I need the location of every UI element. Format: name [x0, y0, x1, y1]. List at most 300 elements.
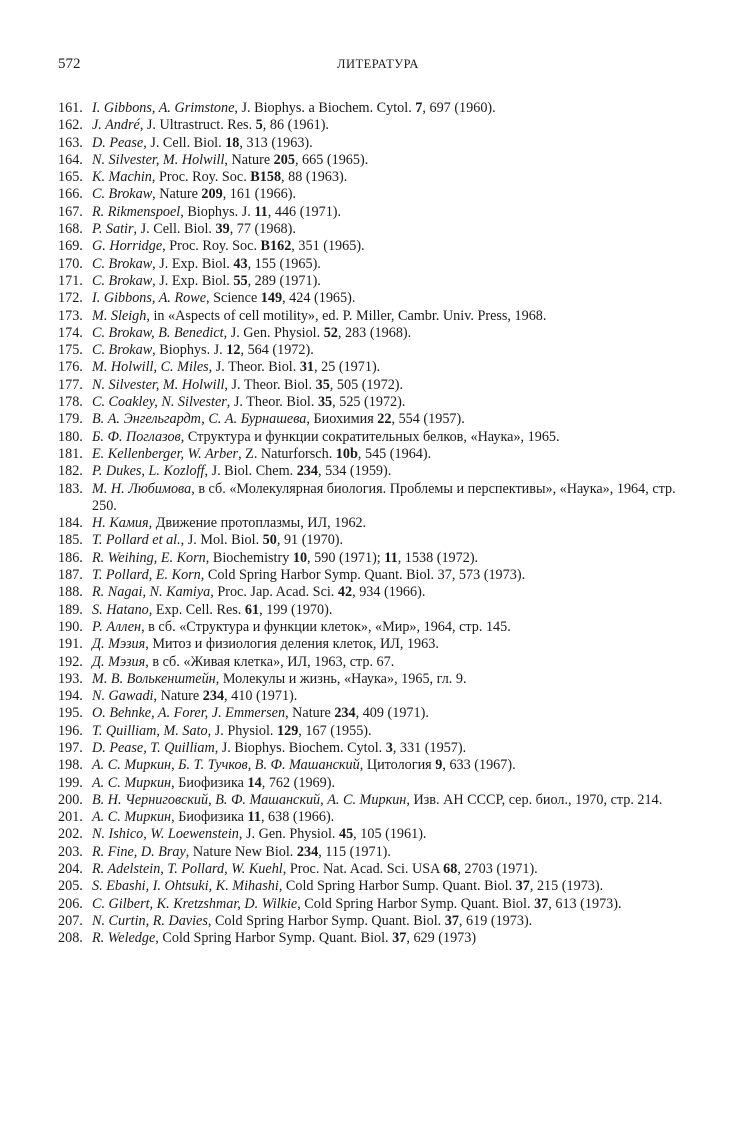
reference-number: 188. [58, 584, 83, 601]
reference-volume: 234 [296, 843, 319, 860]
reference-item [58, 878, 698, 895]
reference-item [58, 602, 698, 619]
reference-item [58, 273, 698, 290]
reference-number: 191. [58, 636, 83, 653]
reference-source: , Cold Spring Harbor Symp. Quant. Biol. [207, 912, 445, 929]
reference-text [92, 930, 476, 946]
reference-source: , J. Biol. Chem. [204, 463, 297, 480]
reference-text [92, 169, 347, 185]
reference-source: , Митоз и физиология деления клеток, ИЛ, 1963. [145, 636, 439, 653]
reference-source: , Z. Naturforsch. [238, 445, 336, 462]
reference-number: 163. [58, 134, 83, 151]
reference-volume: 234 [334, 705, 356, 722]
reference-text [92, 256, 321, 272]
reference-authors: C. Brokaw [92, 255, 153, 272]
reference-list [58, 100, 698, 948]
reference-source: , 25 (1971). [314, 359, 381, 376]
reference-number: 203. [58, 843, 83, 860]
reference-item [58, 446, 698, 463]
reference-source: , Cold Spring Harbor Symp. Quant. Biol. 37, 573 (1973). [200, 567, 526, 584]
reference-text [92, 584, 425, 600]
reference-item [58, 619, 698, 636]
running-title: ЛИТЕРАТУРА [337, 57, 419, 71]
reference-number: 172. [58, 290, 83, 307]
reference-source: , 161 (1966). [222, 186, 296, 203]
reference-number: 167. [58, 203, 83, 220]
reference-text [92, 792, 662, 808]
reference-number: 185. [58, 532, 83, 549]
reference-volume: 42 [337, 584, 353, 601]
reference-authors: М. Н. Любимова [92, 480, 192, 497]
reference-text [92, 688, 297, 704]
reference-authors: N. Silvester, M. Holwill [92, 151, 225, 168]
reference-text [92, 654, 394, 670]
reference-item [58, 204, 698, 221]
reference-item [58, 861, 698, 878]
reference-number: 181. [58, 445, 83, 462]
reference-source: , Cold Spring Harbor Sump. Quant. Biol. [278, 878, 516, 895]
reference-number: 175. [58, 342, 83, 359]
reference-source: , 88 (1963). [281, 169, 348, 186]
reference-authors: N. Ishico, W. Loewenstein [92, 826, 239, 843]
reference-source: , 629 (1973) [406, 930, 477, 947]
reference-source: , Exp. Cell. Res. [148, 601, 245, 618]
reference-text [92, 861, 538, 877]
reference-source: , в сб. «Молекулярная биология. Проблемы и перспективы», «Наука», 1964, стр. 250. [92, 480, 676, 514]
reference-source: , Proc. Roy. Soc. [162, 238, 261, 255]
reference-authors: А. С. Миркин, Б. Т. Тучков, В. Ф. Машанский [92, 757, 360, 774]
reference-source: , J. Cell. Biol. [133, 221, 216, 238]
reference-number: 161. [58, 100, 83, 116]
reference-item [58, 342, 698, 359]
reference-item [58, 481, 698, 516]
reference-item [58, 550, 698, 567]
reference-source: , J. Biophys. a Biochem. Cytol. [234, 100, 416, 116]
reference-item [58, 532, 698, 549]
reference-source: , J. Physiol. [207, 722, 277, 739]
reference-text [92, 809, 334, 825]
reference-source: , 505 (1972). [329, 376, 404, 393]
reference-source: , 590 (1971); [307, 549, 385, 566]
reference-item [58, 394, 698, 411]
reference-source: , 409 (1971). [355, 705, 429, 722]
reference-text [92, 411, 465, 427]
reference-source: , J. Mol. Biol. [180, 532, 263, 549]
reference-authors: Р. Аллен [92, 618, 142, 635]
reference-source: , 564 (1972). [240, 342, 314, 359]
reference-authors: M. Sleigh [92, 307, 147, 324]
reference-text [92, 705, 429, 721]
reference-item [58, 723, 698, 740]
reference-item [58, 463, 698, 480]
reference-text [92, 308, 546, 324]
reference-text [92, 359, 380, 375]
reference-authors: Н. Камия [92, 515, 149, 532]
reference-volume: 39 [215, 221, 230, 238]
reference-authors: Д. Мэзия [92, 636, 146, 653]
reference-source: , in «Aspects of cell motility», ed. P. Miller, Cambr. Univ. Press, 1968. [146, 307, 547, 324]
page-number: 572 [58, 56, 81, 72]
reference-source: , 313 (1963). [239, 134, 313, 151]
reference-number: 198. [58, 757, 83, 774]
reference-volume: 12 [226, 342, 241, 359]
reference-volume: 234 [202, 688, 225, 705]
reference-volume: 14 [247, 774, 262, 791]
reference-item [58, 117, 698, 134]
reference-source: , 697 (1960). [422, 100, 496, 116]
reference-authors: J. André [92, 117, 140, 134]
reference-source: , 215 (1973). [529, 878, 604, 895]
reference-number: 204. [58, 861, 83, 878]
reference-source: , Nature [152, 186, 202, 203]
reference-source: , 665 (1965). [294, 151, 369, 168]
reference-item [58, 377, 698, 394]
reference-number: 199. [58, 774, 83, 791]
reference-item [58, 169, 698, 186]
reference-source: , Nature New Biol. [185, 843, 297, 860]
reference-source: , Cold Spring Harbor Symp. Quant. Biol. [297, 895, 535, 912]
reference-source: , Nature [153, 688, 203, 705]
reference-number: 183. [58, 480, 83, 497]
reference-number: 179. [58, 411, 83, 428]
reference-volume: 61 [244, 601, 260, 618]
reference-source: , J. Theor. Biol. [226, 394, 318, 411]
reference-number: 166. [58, 186, 83, 203]
reference-text [92, 481, 676, 514]
reference-item [58, 913, 698, 930]
reference-item [58, 567, 698, 584]
reference-volume: 11 [254, 203, 268, 220]
reference-item [58, 826, 698, 843]
reference-number: 180. [58, 428, 83, 445]
reference-authors: I. Gibbons, A. Grimstone [92, 100, 235, 116]
reference-item [58, 290, 698, 307]
reference-item [58, 238, 698, 255]
reference-number: 202. [58, 826, 83, 843]
reference-authors: R. Fine, D. Bray [92, 843, 186, 860]
reference-source: , Биофизика [171, 809, 248, 826]
reference-source: , 424 (1965). [282, 290, 356, 307]
reference-item [58, 221, 698, 238]
reference-item [58, 359, 698, 376]
reference-source: , Cold Spring Harbor Symp. Quant. Biol. [155, 930, 393, 947]
reference-volume: 37 [392, 930, 407, 947]
reference-text [92, 844, 391, 860]
reference-source: , 525 (1972). [332, 394, 406, 411]
reference-source: , Proc. Nat. Acad. Sci. USA [282, 861, 444, 878]
reference-authors: R. Weledge [92, 930, 156, 947]
reference-source: , Biophys. J. [152, 342, 227, 359]
reference-source: , 105 (1961). [353, 826, 427, 843]
reference-number: 190. [58, 618, 83, 635]
reference-volume: 209 [201, 186, 223, 203]
reference-item [58, 930, 698, 947]
reference-item [58, 411, 698, 428]
reference-source: , 934 (1966). [352, 584, 426, 601]
reference-volume: 10b [335, 445, 358, 462]
reference-number: 173. [58, 307, 83, 324]
reference-volume: B158 [250, 169, 282, 186]
reference-text [92, 152, 368, 168]
reference-authors: C. Gilbert, K. Kretzshmar, D. Wilkie [92, 895, 298, 912]
reference-authors: R. Nagai, N. Kamiya [92, 584, 211, 601]
reference-source: , 762 (1969). [261, 774, 336, 791]
reference-volume: 149 [260, 290, 283, 307]
reference-authors: K. Machin [92, 169, 152, 186]
reference-text [92, 619, 511, 635]
reference-source: , J. Ultrastruct. Res. [139, 117, 256, 134]
reference-number: 178. [58, 394, 83, 411]
reference-text [92, 567, 525, 583]
reference-authors: R. Rikmenspoel [92, 203, 181, 220]
reference-number: 192. [58, 653, 83, 670]
reference-source: , J. Gen. Physiol. [223, 324, 324, 341]
reference-text [92, 325, 411, 341]
reference-source: , в сб. «Структура и функции клеток», «Мир», 1964, стр. 145. [141, 618, 511, 635]
reference-number: 162. [58, 117, 83, 134]
reference-item [58, 100, 698, 117]
reference-authors: C. Brokaw [92, 272, 153, 289]
reference-text [92, 394, 405, 410]
reference-number: 194. [58, 688, 83, 705]
reference-number: 197. [58, 739, 83, 756]
reference-volume: 35 [315, 376, 330, 393]
reference-source: , 613 (1973). [548, 895, 622, 912]
reference-text [92, 377, 403, 393]
reference-text [92, 186, 296, 202]
reference-source: , Proc. Jap. Acad. Sci. [210, 584, 338, 601]
reference-volume: 205 [273, 151, 295, 168]
reference-number: 187. [58, 567, 83, 584]
reference-source: , Nature [285, 705, 335, 722]
reference-authors: А. С. Миркин [92, 809, 172, 826]
reference-authors: М. В. Волькенштейн [92, 670, 216, 687]
reference-authors: E. Kellenberger, W. Arber [92, 445, 239, 462]
reference-volume: 45 [338, 826, 354, 843]
reference-authors: C. Brokaw [92, 186, 153, 203]
reference-source: , J. Biophys. Biochem. Cytol. [214, 739, 386, 756]
reference-authors: S. Hatano [92, 601, 149, 618]
reference-number: 184. [58, 515, 83, 532]
reference-source: , 1538 (1972). [397, 549, 479, 566]
reference-authors: O. Behnke, A. Forer, J. Emmersen [92, 705, 286, 722]
reference-number: 207. [58, 912, 83, 929]
reference-text [92, 740, 466, 756]
reference-item [58, 688, 698, 705]
reference-volume: 5 [255, 117, 263, 134]
reference-authors: T. Pollard, E. Korn [92, 567, 201, 584]
reference-source: , Biochemistry [205, 549, 293, 566]
reference-volume: 22 [377, 411, 392, 428]
reference-source: , 619 (1973). [458, 912, 533, 929]
reference-item [58, 515, 698, 532]
reference-text [92, 602, 332, 618]
reference-source: , 91 (1970). [276, 532, 344, 549]
reference-source: , 410 (1971). [224, 688, 298, 705]
reference-text [92, 636, 439, 652]
reference-number: 201. [58, 809, 83, 826]
reference-volume: 35 [317, 394, 333, 411]
reference-source: , Proc. Roy. Soc. [151, 169, 251, 186]
reference-source: , Биохимия [306, 411, 378, 428]
reference-authors: D. Pease [92, 134, 144, 151]
reference-text [92, 878, 603, 894]
reference-volume: B162 [260, 238, 292, 255]
reference-source: , J. Gen. Physiol. [238, 826, 339, 843]
reference-authors: C. Coakley, N. Silvester [92, 394, 227, 411]
reference-source: , 86 (1961). [262, 117, 329, 134]
reference-text [92, 532, 343, 548]
reference-source: , Science [206, 290, 261, 307]
reference-volume: 9 [435, 757, 443, 774]
reference-item [58, 256, 698, 273]
reference-volume: 18 [225, 134, 240, 151]
reference-authors: C. Brokaw [92, 342, 153, 359]
reference-item [58, 775, 698, 792]
reference-volume: 234 [296, 463, 318, 480]
reference-text [92, 896, 622, 912]
reference-source: , 638 (1966). [260, 809, 335, 826]
reference-number: 208. [58, 930, 83, 947]
reference-volume: 55 [233, 272, 248, 289]
reference-text [92, 826, 426, 842]
reference-volume: 10 [292, 549, 308, 566]
reference-authors: R. Weihing, E. Korn [92, 549, 206, 566]
reference-number: 165. [58, 169, 83, 186]
reference-authors: S. Ebashi, I. Ohtsuki, K. Mihashi [92, 878, 279, 895]
reference-item [58, 429, 698, 446]
reference-source: , 77 (1968). [229, 221, 296, 238]
reference-source: , 283 (1968). [337, 324, 412, 341]
reference-text [92, 550, 478, 566]
reference-number: 205. [58, 878, 83, 895]
reference-authors: А. С. Миркин [92, 774, 172, 791]
reference-text [92, 671, 467, 687]
reference-authors: M. Holwill, C. Miles [92, 359, 209, 376]
reference-source: , 331 (1957). [392, 739, 467, 756]
reference-text [92, 290, 355, 306]
reference-item [58, 135, 698, 152]
reference-authors: T. Quilliam, M. Sato [92, 722, 208, 739]
reference-volume: 37 [534, 895, 549, 912]
reference-volume: 129 [277, 722, 299, 739]
reference-text [92, 429, 560, 445]
reference-source: , Движение протоплазмы, ИЛ, 1962. [148, 515, 367, 532]
reference-volume: 37 [444, 912, 459, 929]
reference-source: , 115 (1971). [318, 843, 391, 860]
reference-number: 170. [58, 255, 83, 272]
reference-source: , 633 (1967). [442, 757, 516, 774]
reference-item [58, 584, 698, 601]
reference-source: , в сб. «Живая клетка», ИЛ, 1963, стр. 67. [145, 653, 395, 670]
reference-source: , Молекулы и жизнь, «Наука», 1965, гл. 9. [215, 670, 467, 687]
reference-authors: C. Brokaw, B. Benedict [92, 324, 224, 341]
reference-authors: N. Silvester, M. Holwill [92, 376, 225, 393]
reference-volume: 31 [299, 359, 315, 376]
reference-authors: P. Dukes, L. Kozloff [92, 463, 205, 480]
reference-number: 169. [58, 238, 83, 255]
reference-item [58, 671, 698, 688]
reference-item [58, 308, 698, 325]
reference-authors: N. Curtin, R. Davies [92, 912, 208, 929]
reference-authors: R. Adelstein, T. Pollard, W. Kuehl [92, 861, 283, 878]
reference-source: , Nature [224, 151, 274, 168]
reference-number: 193. [58, 670, 83, 687]
reference-number: 171. [58, 272, 83, 289]
reference-text [92, 204, 341, 220]
reference-source: , J. Exp. Biol. [152, 272, 234, 289]
reference-volume: 43 [233, 255, 248, 272]
reference-volume: 7 [415, 100, 423, 116]
reference-item [58, 792, 698, 809]
reference-number: 174. [58, 324, 83, 341]
reference-source: , 554 (1957). [391, 411, 465, 428]
reference-source: , 534 (1959). [317, 463, 392, 480]
reference-text [92, 135, 313, 151]
reference-source: , 289 (1971). [247, 272, 321, 289]
reference-item [58, 844, 698, 861]
reference-authors: N. Gawadi [92, 688, 154, 705]
reference-number: 189. [58, 601, 83, 618]
reference-source: , 545 (1964). [357, 445, 432, 462]
reference-item [58, 152, 698, 169]
reference-volume: 3 [385, 739, 393, 756]
reference-volume: 68 [443, 861, 458, 878]
reference-source: , 167 (1955). [298, 722, 372, 739]
reference-source: , 2703 (1971). [457, 861, 538, 878]
reference-authors: T. Pollard et al. [92, 532, 181, 549]
reference-item [58, 757, 698, 774]
reference-authors: В. А. Энгельгардт, С. А. Бурнашева [92, 411, 307, 428]
reference-authors: I. Gibbons, A. Rowe [92, 290, 207, 307]
reference-number: 200. [58, 791, 83, 808]
reference-volume: 37 [515, 878, 530, 895]
reference-source: , Biophys. J. [180, 203, 255, 220]
reference-item [58, 896, 698, 913]
reference-source: , 351 (1965). [291, 238, 365, 255]
reference-number: 168. [58, 221, 83, 238]
reference-text [92, 238, 365, 254]
reference-source: , Изв. АН СССР, сер. биол., 1970, стр. 214. [406, 791, 663, 808]
reference-number: 186. [58, 549, 83, 566]
reference-number: 195. [58, 705, 83, 722]
reference-volume: 11 [384, 549, 398, 566]
reference-authors: Б. Ф. Поглазов [92, 428, 181, 445]
reference-source: , J. Theor. Biol. [224, 376, 316, 393]
reference-text [92, 100, 496, 116]
reference-source: , J. Cell. Biol. [143, 134, 226, 151]
reference-number: 176. [58, 359, 83, 376]
reference-text [92, 775, 335, 791]
reference-number: 206. [58, 895, 83, 912]
reference-text [92, 515, 366, 531]
reference-item [58, 636, 698, 653]
reference-text [92, 463, 391, 479]
reference-authors: D. Pease, T. Quilliam [92, 739, 215, 756]
reference-text [92, 913, 532, 929]
reference-item [58, 809, 698, 826]
reference-number: 177. [58, 376, 83, 393]
reference-text [92, 723, 372, 739]
reference-item [58, 325, 698, 342]
reference-volume: 11 [247, 809, 261, 826]
reference-number: 164. [58, 151, 83, 168]
reference-authors: Д. Мэзия [92, 653, 146, 670]
reference-item [58, 186, 698, 203]
reference-source: , 155 (1965). [247, 255, 321, 272]
reference-volume: 50 [262, 532, 277, 549]
reference-authors: В. Н. Черниговский, В. Ф. Машанский, А. С. Миркин [92, 791, 407, 808]
